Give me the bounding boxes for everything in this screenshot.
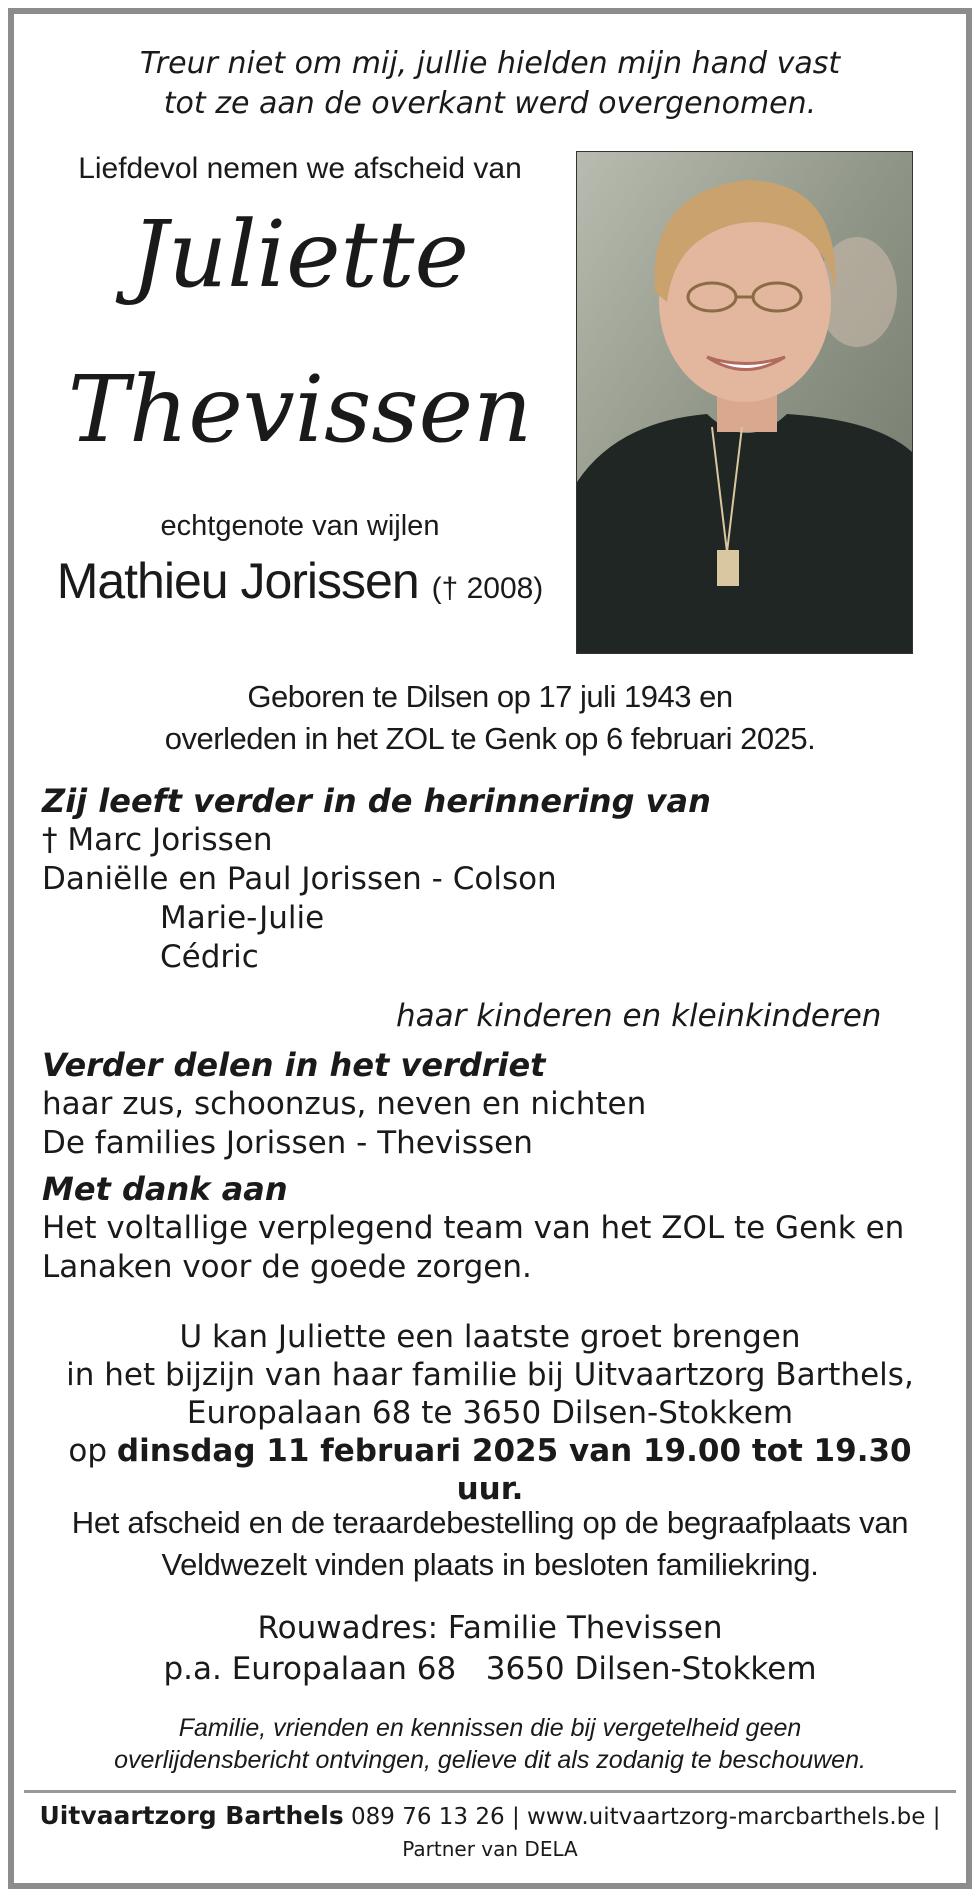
family-signature: haar kinderen en kleinkinderen xyxy=(396,998,882,1034)
visitation-date-line xyxy=(40,1432,940,1508)
ceremony-line-1: Het afscheid en de teraardebestelling op de begraafplaats van xyxy=(71,1505,909,1540)
sharing-heading: Verder delen in het verdriet xyxy=(42,1046,546,1084)
spouse-intro: echtgenote van wijlen xyxy=(160,510,440,542)
visitation xyxy=(40,1318,940,1508)
footer-contact-line xyxy=(24,1800,956,1833)
death-line: overleden in het ZOL te Genk op 6 februari 2025. xyxy=(164,721,816,756)
mourning-address xyxy=(40,1608,940,1690)
spouse-name: Mathieu Jorissen xyxy=(56,553,419,609)
visitation-prefix: op xyxy=(68,1433,108,1469)
footer xyxy=(24,1800,956,1865)
thanks-section xyxy=(42,1170,942,1287)
remembrance-section xyxy=(42,782,942,977)
grandchild-name: Cédric xyxy=(160,939,259,975)
funeral-home-contact[interactable]: 089 76 13 26 | www.uitvaartzorg-marcbarthels.be | xyxy=(343,1804,941,1830)
thanks-line-1: Het voltallige verplegend team van het ZOL te Genk en xyxy=(42,1210,905,1246)
visitation-datetime: dinsdag 11 februari 2025 van 19.00 tot 19.30 uur. xyxy=(116,1433,912,1507)
remembrance-line: † Marc Jorissen xyxy=(42,822,273,858)
visitation-line-2: in het bijzijn van haar familie bij Uitvaartzorg Barthels, xyxy=(66,1357,914,1393)
quote-line-2: tot ze aan de overkant werd overgenomen. xyxy=(163,86,817,121)
deceased-first-name: Juliette xyxy=(131,201,469,308)
partner-line: Partner van DELA xyxy=(402,1837,578,1861)
remembrance-line: Daniëlle en Paul Jorissen - Colson xyxy=(42,861,557,897)
thanks-heading: Met dank aan xyxy=(42,1170,288,1208)
footer-divider xyxy=(24,1790,956,1793)
farewell-intro: Liefdevol nemen we afscheid van xyxy=(78,152,522,185)
ceremony xyxy=(40,1502,940,1586)
note-line-1: Familie, vrienden en kennissen die bij vergetelheid geen xyxy=(178,1714,802,1742)
address-line-1: Rouwadres: Familie Thevissen xyxy=(257,1610,723,1646)
thanks-line-2: Lanaken voor de goede zorgen. xyxy=(42,1249,532,1285)
grandchild-name: Marie-Julie xyxy=(160,900,325,936)
sharing-section xyxy=(42,1046,942,1163)
biography xyxy=(40,676,940,760)
spouse xyxy=(40,552,560,610)
sharing-line: haar zus, schoonzus, neven en nichten xyxy=(42,1086,647,1122)
spouse-death: († 2008) xyxy=(431,572,544,605)
notice-note xyxy=(40,1712,940,1776)
deceased-last-name: Thevissen xyxy=(67,356,533,463)
sharing-line: De families Jorissen - Thevissen xyxy=(42,1125,533,1161)
note-line-2: overlijdensbericht ontvingen, gelieve dit als zodanig te beschouwen. xyxy=(114,1746,866,1774)
portrait-photo xyxy=(576,151,913,654)
birth-line: Geboren te Dilsen op 17 juli 1943 en xyxy=(247,679,733,714)
address-line-2: p.a. Europalaan 68 3650 Dilsen-Stokkem xyxy=(163,1651,817,1687)
ceremony-line-2: Veldwezelt vinden plaats in besloten familiekring. xyxy=(161,1547,819,1582)
visitation-line-3: Europalaan 68 te 3650 Dilsen-Stokkem xyxy=(186,1395,794,1431)
visitation-line-1: U kan Juliette een laatste groet brengen xyxy=(179,1319,801,1355)
quote-line-1: Treur niet om mij, jullie hielden mijn hand vast xyxy=(139,46,841,81)
funeral-home-name: Uitvaartzorg Barthels xyxy=(39,1801,344,1830)
quote xyxy=(40,44,940,124)
remembrance-heading: Zij leeft verder in de herinnering van xyxy=(42,782,711,820)
